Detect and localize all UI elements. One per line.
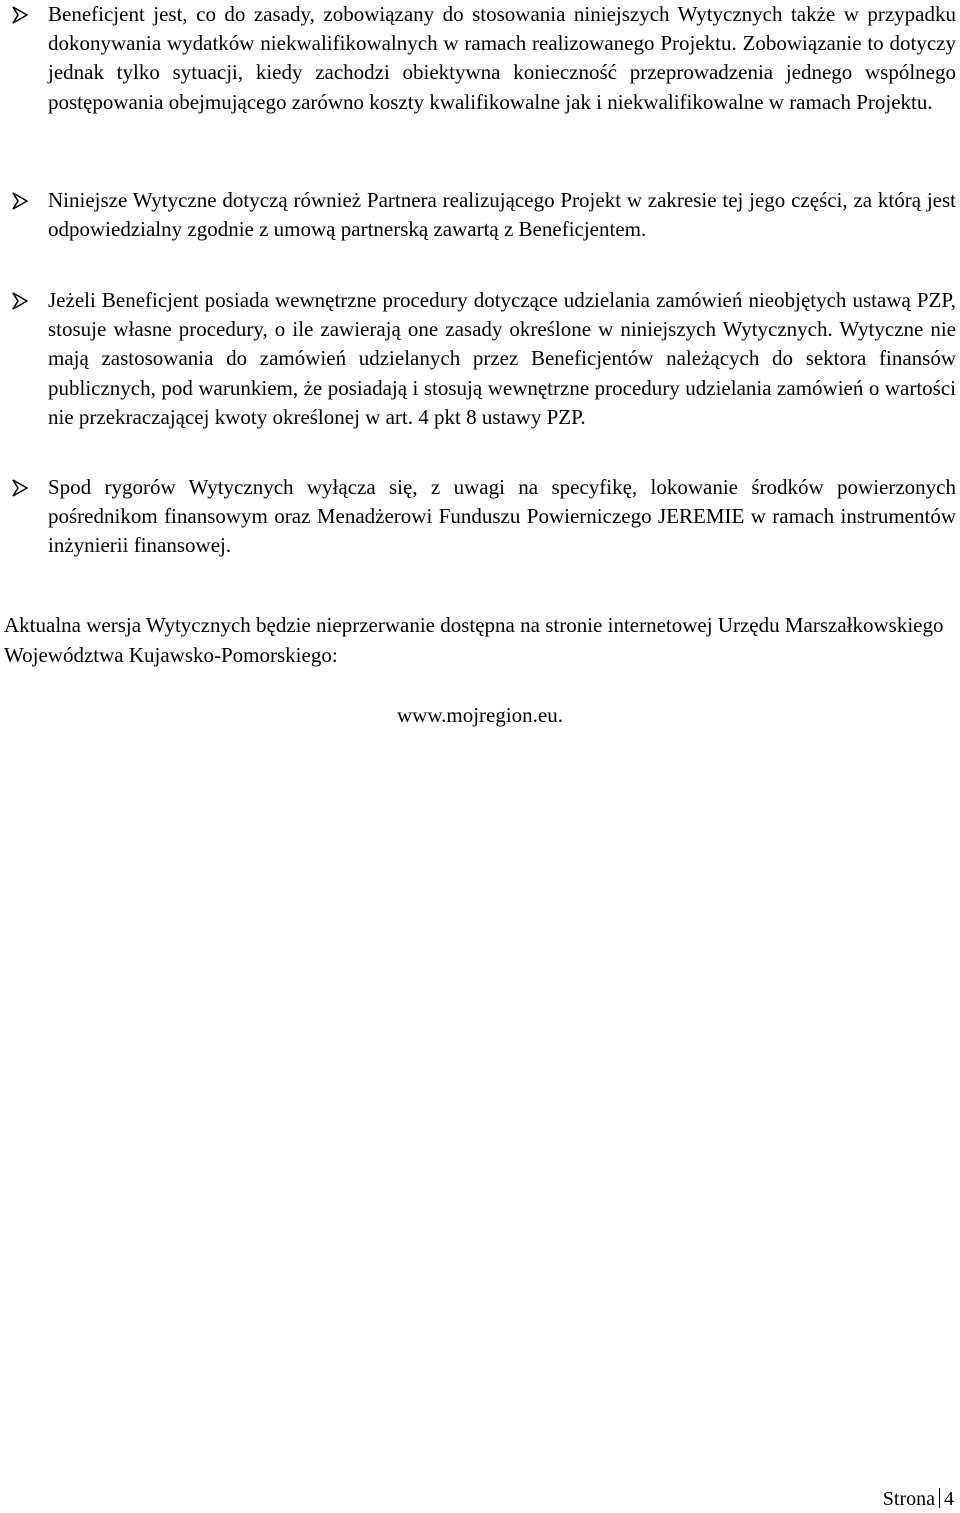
bullet-text: Jeżeli Beneficjent posiada wewnętrzne procedury dotyczące udzielania zamówień nieobjętych ustawą PZP, stosuje własne procedury, o ile zawierają one zasady określone w niniejszych Wytycznych. Wytyczne nie mają zastosowania do zamówień udzielanych przez Beneficjentów należących do sektora finansów publicznych, pod warunkiem, że posiadają i stosują wewnętrzne procedury udzielania zamówień o wartości nie przekraczającej kwoty określonej w art. 4 pkt 8 ustawy PZP. bbox=[48, 288, 956, 429]
website-link[interactable]: www.mojregion.eu. bbox=[396, 703, 564, 727]
arrowhead-bullet-icon bbox=[10, 478, 30, 498]
page-footer bbox=[883, 1486, 954, 1512]
footer-divider bbox=[939, 1488, 940, 1508]
arrowhead-bullet-icon bbox=[10, 5, 30, 25]
availability-paragraph: Aktualna wersja Wytycznych będzie nieprzerwanie dostępna na stronie internetowej Urzędu Marszałkowskiego Województwa Kujawsko-Pomorskiego: bbox=[4, 613, 944, 667]
arrowhead-bullet-icon bbox=[10, 191, 30, 211]
footer-label: Strona bbox=[882, 1488, 935, 1510]
bullet-text: Beneficjent jest, co do zasady, zobowiązany do stosowania niniejszych Wytycznych także w przypadku dokonywania wydatków niekwalifikowalnych w ramach realizowanego Projektu. Zobowiązanie to dotyczy jednak tylko sytuacji, kiedy zachodzi obiektywna konieczność przeprowadzenia jednego wspólnego postępowania obejmującego zarówno koszty kwalifikowalne jak i niekwalifikowalne w ramach Projektu. bbox=[48, 2, 956, 114]
bullet-text: Niniejsze Wytyczne dotyczą również Partnera realizującego Projekt w zakresie tej jego części, za którą jest odpowiedzialny zgodnie z umową partnerską zawartą z Beneficjentem. bbox=[48, 188, 956, 242]
arrowhead-bullet-icon bbox=[10, 291, 30, 311]
page-number: 4 bbox=[944, 1488, 954, 1510]
bullet-text: Spod rygorów Wytycznych wyłącza się, z uwagi na specyfikę, lokowanie środków powierzonych pośrednikom finansowym oraz Menadżerowi Funduszu Powierniczego JEREMIE w ramach instrumentów inżynierii finansowej. bbox=[48, 475, 956, 558]
